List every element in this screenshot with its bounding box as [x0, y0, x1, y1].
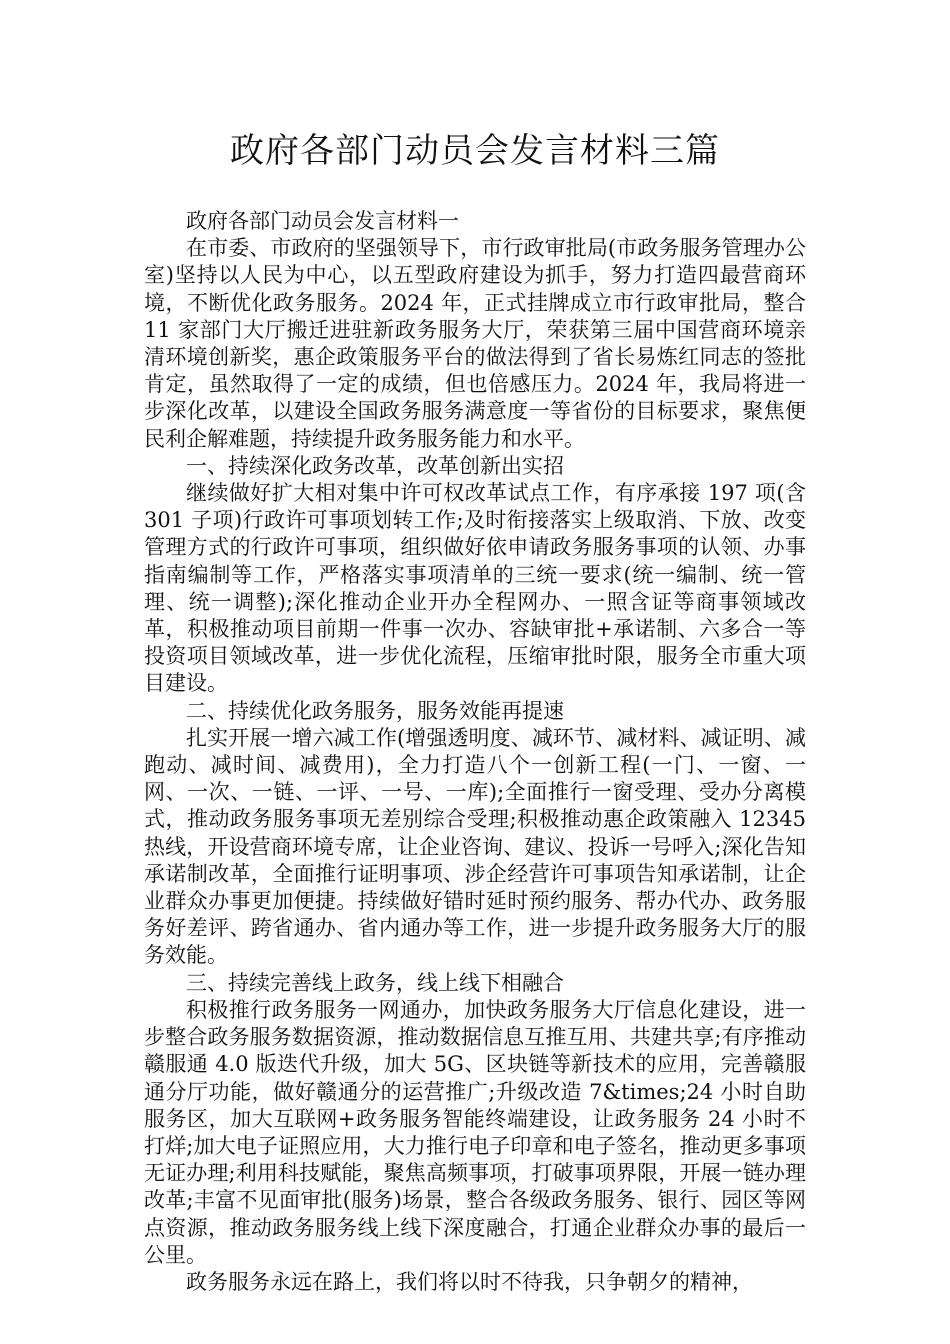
body-paragraph: 扎实开展一增六减工作(增强透明度、减环节、减材料、减证明、减跑动、减时间、减费用)，全力打造八个一创新工程(一门、一窗、一网、一次、一链、一评、一号、一库);全面推行一窗受理、受办分离模式，推动政务服务事项无差别综合受理;积极推动惠企政策融入 12345 热线，开设营商环境专席，让企业咨询、建议、投诉一号呼入;深化告知承诺制改革，全面推行证明事项、涉企经营许可事项告知承诺制，让企业群众办事更加便捷。持续做好错时延时预约服务、帮办代办、政务服务好差评、跨省通办、省内通办等工作，进一步提升政务服务大厅的服务效能。 [144, 725, 806, 968]
section-heading: 二、持续优化政务服务，服务效能再提速 [186, 698, 564, 723]
body-paragraph: 积极推行政务服务一网通办，加快政务服务大厅信息化建设，进一步整合政务服务数据资源，推动数据信息互推互用、共建共享;有序推动赣服通 4.0 版迭代升级，加大 5G、区块链等新技术的应用，完善赣服通分厅功能，做好赣通分的运营推广;升级改造 7&times;24 小时自助服务区，加大互联网+政务服务智能终端建设，让政务服务 24 小时不打烊;加大电子证照应用，大力推行电子印章和电子签名，推动更多事项无证办理;利用科技赋能，聚焦高频事项，打破事项界限，开展一链办理改革;丰富不见面审批(服务)场景，整合各级政务服务、银行、园区等网点资源，推动政务服务线上线下深度融合，打通企业群众办事的最后一公里。 [144, 997, 806, 1267]
section-heading: 三、持续完善线上政务，线上线下相融合 [186, 970, 564, 995]
body-paragraph: 在市委、市政府的坚强领导下，市行政审批局(市政务服务管理办公室)坚持以人民为中心，以五型政府建设为抓手，努力打造四最营商环境，不断优化政务服务。2024 年，正式挂牌成立市行政审批局，整合 11 家部门大厅搬迁进驻新政务服务大厅，荣获第三届中国营商环境亲清环境创新奖，惠企政策服务平台的做法得到了省长易炼红同志的签批肯定，虽然取得了一定的成绩，但也倍感压力。2024 年，我局将进一步深化改革，以建设全国政务服务满意度一等省份的目标要求，聚焦便民利企解难题，持续提升政务服务能力和水平。 [144, 236, 806, 451]
section-heading: 政府各部门动员会发言材料一 [186, 209, 459, 233]
section-heading: 一、持续深化政务改革，改革创新出实招 [186, 453, 564, 478]
body-paragraph: 政务服务永远在路上，我们将以时不待我，只争朝夕的精神， [186, 1269, 753, 1294]
document-page [144, 128, 806, 1296]
document-title: 政府各部门动员会发言材料三篇 [230, 131, 720, 171]
body-paragraph: 继续做好扩大相对集中许可权改革试点工作，有序承接 197 项(含 301 子项)行政许可事项划转工作;及时衔接落实上级取消、下放、改变管理方式的行政许可事项，组织做好依申请政务服务事项的认领、办事指南编制等工作，严格落实事项清单的三统一要求(统一编制、统一管理、统一调整);深化推动企业开办全程网办、一照含证等商事领域改革，积极推动项目前期一件事一次办、容缺审批+承诺制、六多合一等投资项目领域改革，进一步优化流程，压缩审批时限，服务全市重大项目建设。 [144, 481, 806, 696]
